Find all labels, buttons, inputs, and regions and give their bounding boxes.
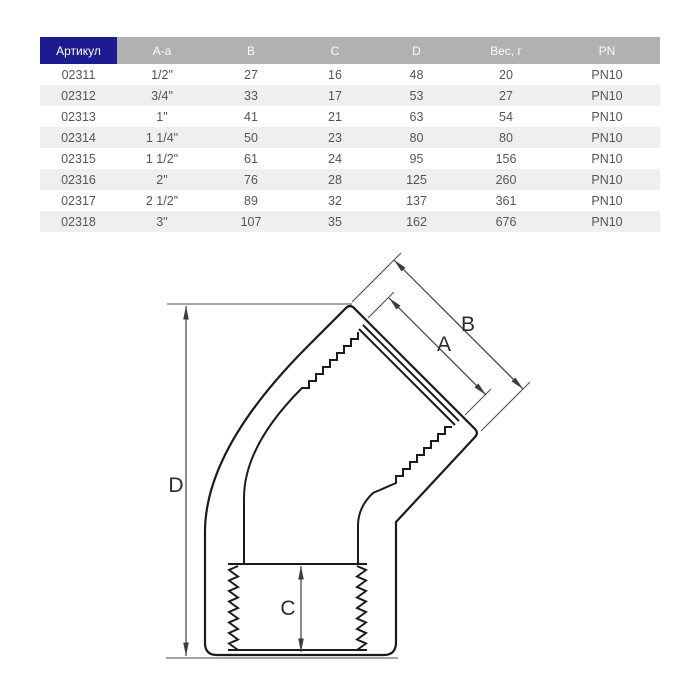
cell-article: 02311: [40, 64, 117, 85]
cell: 41: [207, 106, 295, 127]
col-header-article: Артикул: [40, 37, 117, 64]
cell: 16: [295, 64, 375, 85]
cell: 125: [375, 169, 458, 190]
col-header-b: B: [207, 37, 295, 64]
cell: 35: [295, 211, 375, 232]
cell: 2": [117, 169, 207, 190]
cell: 137: [375, 190, 458, 211]
cell-article: 02312: [40, 85, 117, 106]
col-header-c: C: [295, 37, 375, 64]
ext-line-a-bottom: [465, 389, 491, 415]
ext-line-a-top: [368, 292, 394, 318]
cell: PN10: [554, 64, 660, 85]
cell: 21: [295, 106, 375, 127]
cell: 2 1/2": [117, 190, 207, 211]
cell: 107: [207, 211, 295, 232]
cell: 27: [207, 64, 295, 85]
col-header-pn: PN: [554, 37, 660, 64]
cell: 95: [375, 148, 458, 169]
cell: 260: [458, 169, 554, 190]
cell: 32: [295, 190, 375, 211]
dim-label-b: B: [460, 313, 476, 336]
cell: 3/4": [117, 85, 207, 106]
cell: PN10: [554, 106, 660, 127]
cell: PN10: [554, 85, 660, 106]
ext-line-b-bottom: [481, 382, 530, 431]
elbow-fitting: [205, 306, 477, 655]
cell: 50: [207, 127, 295, 148]
cell-article: 02317: [40, 190, 117, 211]
cell: PN10: [554, 190, 660, 211]
cell: 24: [295, 148, 375, 169]
cell: 23: [295, 127, 375, 148]
cell-article: 02316: [40, 169, 117, 190]
cell-article: 02313: [40, 106, 117, 127]
cell: PN10: [554, 169, 660, 190]
cell: 80: [458, 127, 554, 148]
cell: 676: [458, 211, 554, 232]
cell: PN10: [554, 148, 660, 169]
cell: 61: [207, 148, 295, 169]
col-header-a: A-a: [117, 37, 207, 64]
cell: 80: [375, 127, 458, 148]
cell: 361: [458, 190, 554, 211]
dim-label-d: D: [168, 474, 184, 497]
cell: 20: [458, 64, 554, 85]
dim-label-a: A: [436, 333, 452, 356]
cell: 1 1/4": [117, 127, 207, 148]
cell: 1 1/2": [117, 148, 207, 169]
cell: 33: [207, 85, 295, 106]
cell: 1": [117, 106, 207, 127]
cell: 156: [458, 148, 554, 169]
cell-article: 02315: [40, 148, 117, 169]
cell: 48: [375, 64, 458, 85]
col-header-weight: Вес, г: [458, 37, 554, 64]
col-header-d: D: [375, 37, 458, 64]
cell-article: 02314: [40, 127, 117, 148]
cell: 27: [458, 85, 554, 106]
cell: PN10: [554, 127, 660, 148]
cell: 54: [458, 106, 554, 127]
cell: 1/2": [117, 64, 207, 85]
cell: 63: [375, 106, 458, 127]
cell: 89: [207, 190, 295, 211]
cell: 17: [295, 85, 375, 106]
cell: 28: [295, 169, 375, 190]
cell: PN10: [554, 211, 660, 232]
dim-label-c: C: [280, 597, 296, 620]
cell: 76: [207, 169, 295, 190]
cell: 3": [117, 211, 207, 232]
cell: 53: [375, 85, 458, 106]
cell-article: 02318: [40, 211, 117, 232]
cell: 162: [375, 211, 458, 232]
